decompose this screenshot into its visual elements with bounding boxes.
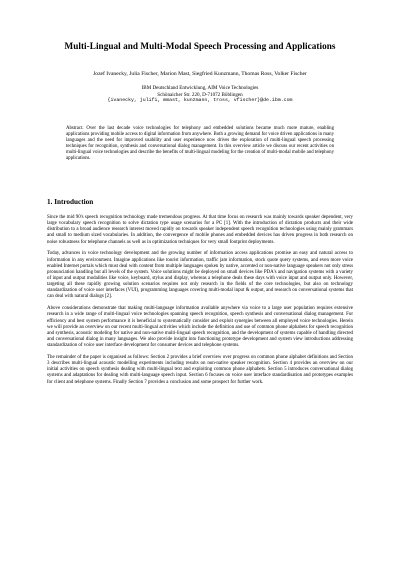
body-paragraph: The remainder of the paper is organised as follows: Section 2 provides a brief overview over progress on common phone alphabet definitions and Section 3 describes multi-lingual acoustic modelling experiments including results on non-native speaker recognition. Section 4 provides an overview on our initial activities on speech synthesis dealing with multi-lingual text and exploiting common phone alphabets. Section 5 introduces conversational dialog systems and adaptations for dealing with multi-language speech input. Section 6 focuses on voice user interface standardisation and prototypes examples for client and telephone systems. Finally Section 7 provides a conclusion and some prospect for further work. bbox=[47, 354, 353, 385]
author-list: Jozef Ivanecky, Julia Fischer, Marion Mast, Siegfried Kunzmann, Thomas Ross, Volker Fischer bbox=[93, 71, 307, 77]
section-body-introduction bbox=[47, 215, 353, 391]
paper-title: Multi-Lingual and Multi-Modal Speech Processing and Applications bbox=[64, 41, 336, 51]
affiliation-org: IBM Deutschland Entwicklung, AIM Voice Technologies bbox=[141, 85, 259, 91]
body-paragraph: Above considerations demonstrate that making multi-language information available anywhere via voice to a large user population requires extensive research in a wide range of multi-lingual voice technologies spanning speech recognition, speech synthesis and conversational dialog management. For efficiency and best system performance it is beneficial to systematically consider and exploit synergies between all employed voice technologies. Herein we will provide an overview on our recent multi-lingual activities which include the definition and use of common phone alphabets for speech recognition and synthesis, acoustic modeling for native and non-native multi-lingual speech recognition, and the development of systems capable of handling directed and conversational dialog in many languages. We also provide insight into functioning prototype development and system view introductions addressing standardization of voice user interface development for consumer devices and telephone systems. bbox=[47, 306, 353, 349]
body-paragraph: Today, advances in voice technology development and the growing number of information access applications promise an easy and natural access to information in any environment. Imagine applications like tourist information, traffic jam information, stock quote query systems, and even more voice enabled Internet portals which must deal with content from multiple languages spoken by native, accented or non-native language speakers not only stress pronunciation handling but all levels of the system. Voice solutions might be deployed on small devices like PDA's and navigation systems with a variety of input and output modalities like voice, keyboard, stylus and display, whereas a telephone deals these days with voice input and output only. However, targeting all these rapidly growing solution scenarios requires not only research in the fields of the core technologies, but also on technology standardization of voice user interfaces (VUI), programming languages covering multi-modal input & output, and research on conversational systems that can deal with natural dialogs [2]. bbox=[47, 251, 353, 300]
section-heading-introduction: 1. Introduction bbox=[47, 198, 94, 206]
abstract: Abstract. Over the last decade voice technologies for telephony and embedded solutions became much more mature, enabling applications providing mobile access to digital information from anywhere. Both a growing demand for voice driven applications in many languages and the need for improved usability and user experience now drives the exploration of multi-lingual speech processing techniques for recognition, synthesis and conversational dialog management. In this overview article we discuss our recent activities on multi-lingual voice technologies and describe the benefits of multi-lingual modeling for the creation of multi-modal mobile and telephony applications. bbox=[66, 126, 334, 162]
affiliation-address: Schönaicher Str. 220, D-71072 Böblingen bbox=[157, 91, 243, 98]
affiliation-emails: {ivanecky, julifi, mmast, kunzmann, tross, vfischer}@de.ibm.com bbox=[107, 98, 293, 104]
body-paragraph: Since the mid 90's speech recognition technology made tremendous progress. At that time focus on research was mainly towards speaker dependent, very large vocabulary speech recognition to solve dictation type usage scenarios for a PC [1]. With the introduction of dictation products and their wide distribution to a broad audience research interest moved rapidly on towards speaker independent speech recognition technologies using mainly grammars and small to medium sized vocabularies. In addition, the convergence of mobile phones and embedded devices has driven progress in both research on noise robustness for telephone channels as well as in optimization techniques for very small footprint deployments. bbox=[47, 215, 353, 245]
affiliation-block bbox=[20, 85, 380, 105]
